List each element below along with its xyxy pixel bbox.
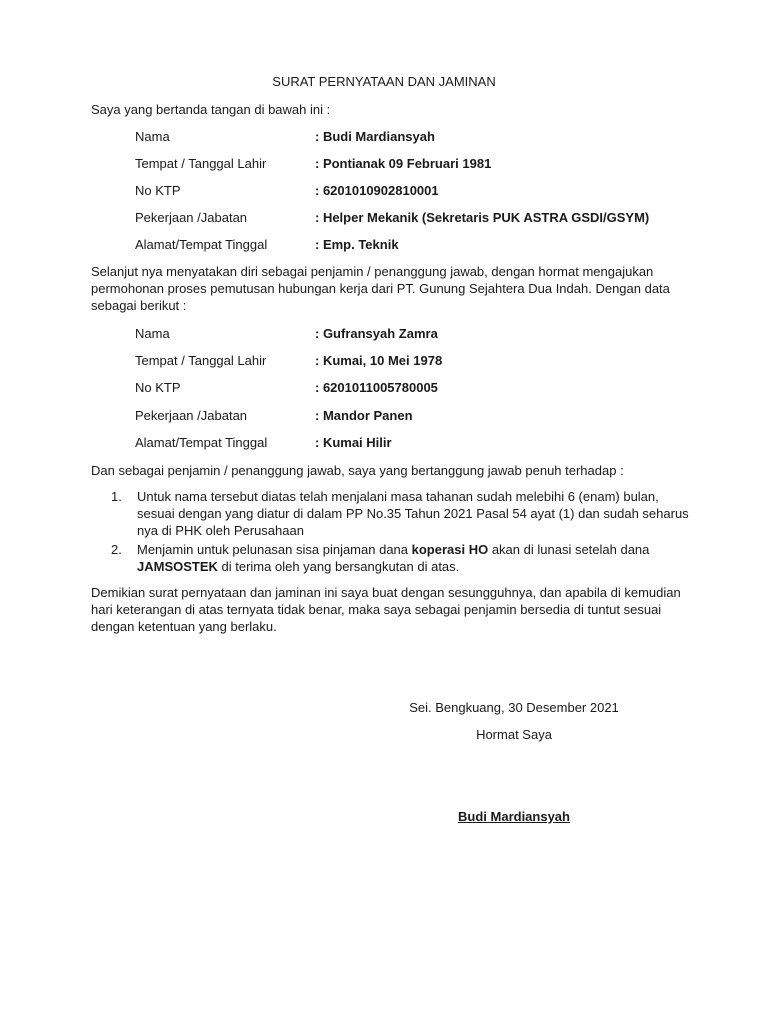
field-label: Alamat/Tempat Tinggal — [135, 237, 268, 252]
field-value: : Pontianak 09 Februari 1981 — [315, 156, 492, 171]
list-item-bold: koperasi HO — [411, 542, 489, 557]
field-label: Nama — [135, 129, 170, 144]
field-value: : Kumai, 10 Mei 1978 — [315, 353, 443, 368]
list-item-text: di terima oleh yang bersangkutan di atas. — [217, 559, 460, 574]
signer-name: Budi Mardiansyah — [458, 809, 570, 824]
field-value: : Emp. Teknik — [315, 237, 399, 252]
list-item-text: Menjamin untuk pelunasan sisa pinjaman dana — [137, 542, 412, 557]
field-label: Nama — [135, 326, 170, 341]
field-label: No KTP — [135, 183, 181, 198]
signature-block — [380, 808, 648, 825]
field-value: : Helper Mekanik (Sekretaris PUK ASTRA GSDI/GSYM) — [315, 210, 650, 225]
list-number: 2. — [111, 542, 122, 557]
closing-salutation: Hormat Saya — [476, 727, 552, 742]
field-label: Tempat / Tanggal Lahir — [135, 156, 267, 171]
person1-name-row — [135, 128, 695, 155]
person2-birth-row — [135, 352, 695, 379]
field-label: Alamat/Tempat Tinggal — [135, 435, 268, 450]
field-value: : Budi Mardiansyah — [315, 129, 435, 144]
field-value: : 6201010902810001 — [315, 183, 439, 198]
place-date: Sei. Bengkuang, 30 Desember 2021 — [409, 700, 619, 715]
guarantee-paragraph: Selanjut nya menyatakan diri sebagai penjamin / penanggung jawab, dengan hormat mengajukan permohonan proses pemutusan hubungan kerja dari PT. Gunung Sejahtera Dua Indah. Dengan data sebagai berikut : — [91, 264, 670, 313]
person2-name-row — [135, 325, 695, 352]
responsibility-list — [91, 488, 691, 577]
field-label: No KTP — [135, 380, 181, 395]
list-item — [91, 488, 691, 539]
field-value: : Kumai Hilir — [315, 435, 392, 450]
field-label: Tempat / Tanggal Lahir — [135, 353, 267, 368]
field-label: Pekerjaan /Jabatan — [135, 210, 248, 225]
field-label: Pekerjaan /Jabatan — [135, 408, 248, 423]
person1-ktp-row — [135, 182, 695, 209]
list-number: 1. — [111, 489, 122, 504]
intro-text: Saya yang bertanda tangan di bawah ini : — [91, 102, 331, 117]
list-item — [91, 541, 691, 575]
person2-address-row — [135, 434, 695, 461]
person2-job-row — [135, 407, 695, 434]
closing-paragraph: Demikian surat pernyataan dan jaminan ini saya buat dengan sesungguhnya, dan apabila di kemudian hari keterangan di atas ternyata tidak benar, maka saya sebagai penjamin bersedia di tuntut sesuai dengan ketentuan yang berlaku. — [91, 585, 681, 634]
person1-birth-row — [135, 155, 695, 182]
field-value: : Gufransyah Zamra — [315, 326, 438, 341]
letter-title: SURAT PERNYATAAN DAN JAMINAN — [272, 74, 496, 89]
responsibility-intro: Dan sebagai penjamin / penanggung jawab, saya yang bertanggung jawab penuh terhadap : — [91, 463, 624, 478]
list-item-text: akan di lunasi setelah dana — [488, 542, 650, 557]
list-item-text: Untuk nama tersebut diatas telah menjalani masa tahanan sudah melebihi 6 (enam) bulan, sesuai dengan yang diatur di dalam PP No.35 Tahun 2021 Pasal 54 ayat (1) dan sudah seharus nya di PHK oleh Perusahaan — [137, 489, 689, 538]
field-value: : 6201011005780005 — [315, 380, 438, 395]
list-item-bold: JAMSOSTEK — [137, 559, 218, 574]
person1-job-row — [135, 209, 695, 236]
person2-ktp-row — [135, 379, 695, 406]
person1-address-row — [135, 236, 695, 263]
field-value: : Mandor Panen — [315, 408, 413, 423]
